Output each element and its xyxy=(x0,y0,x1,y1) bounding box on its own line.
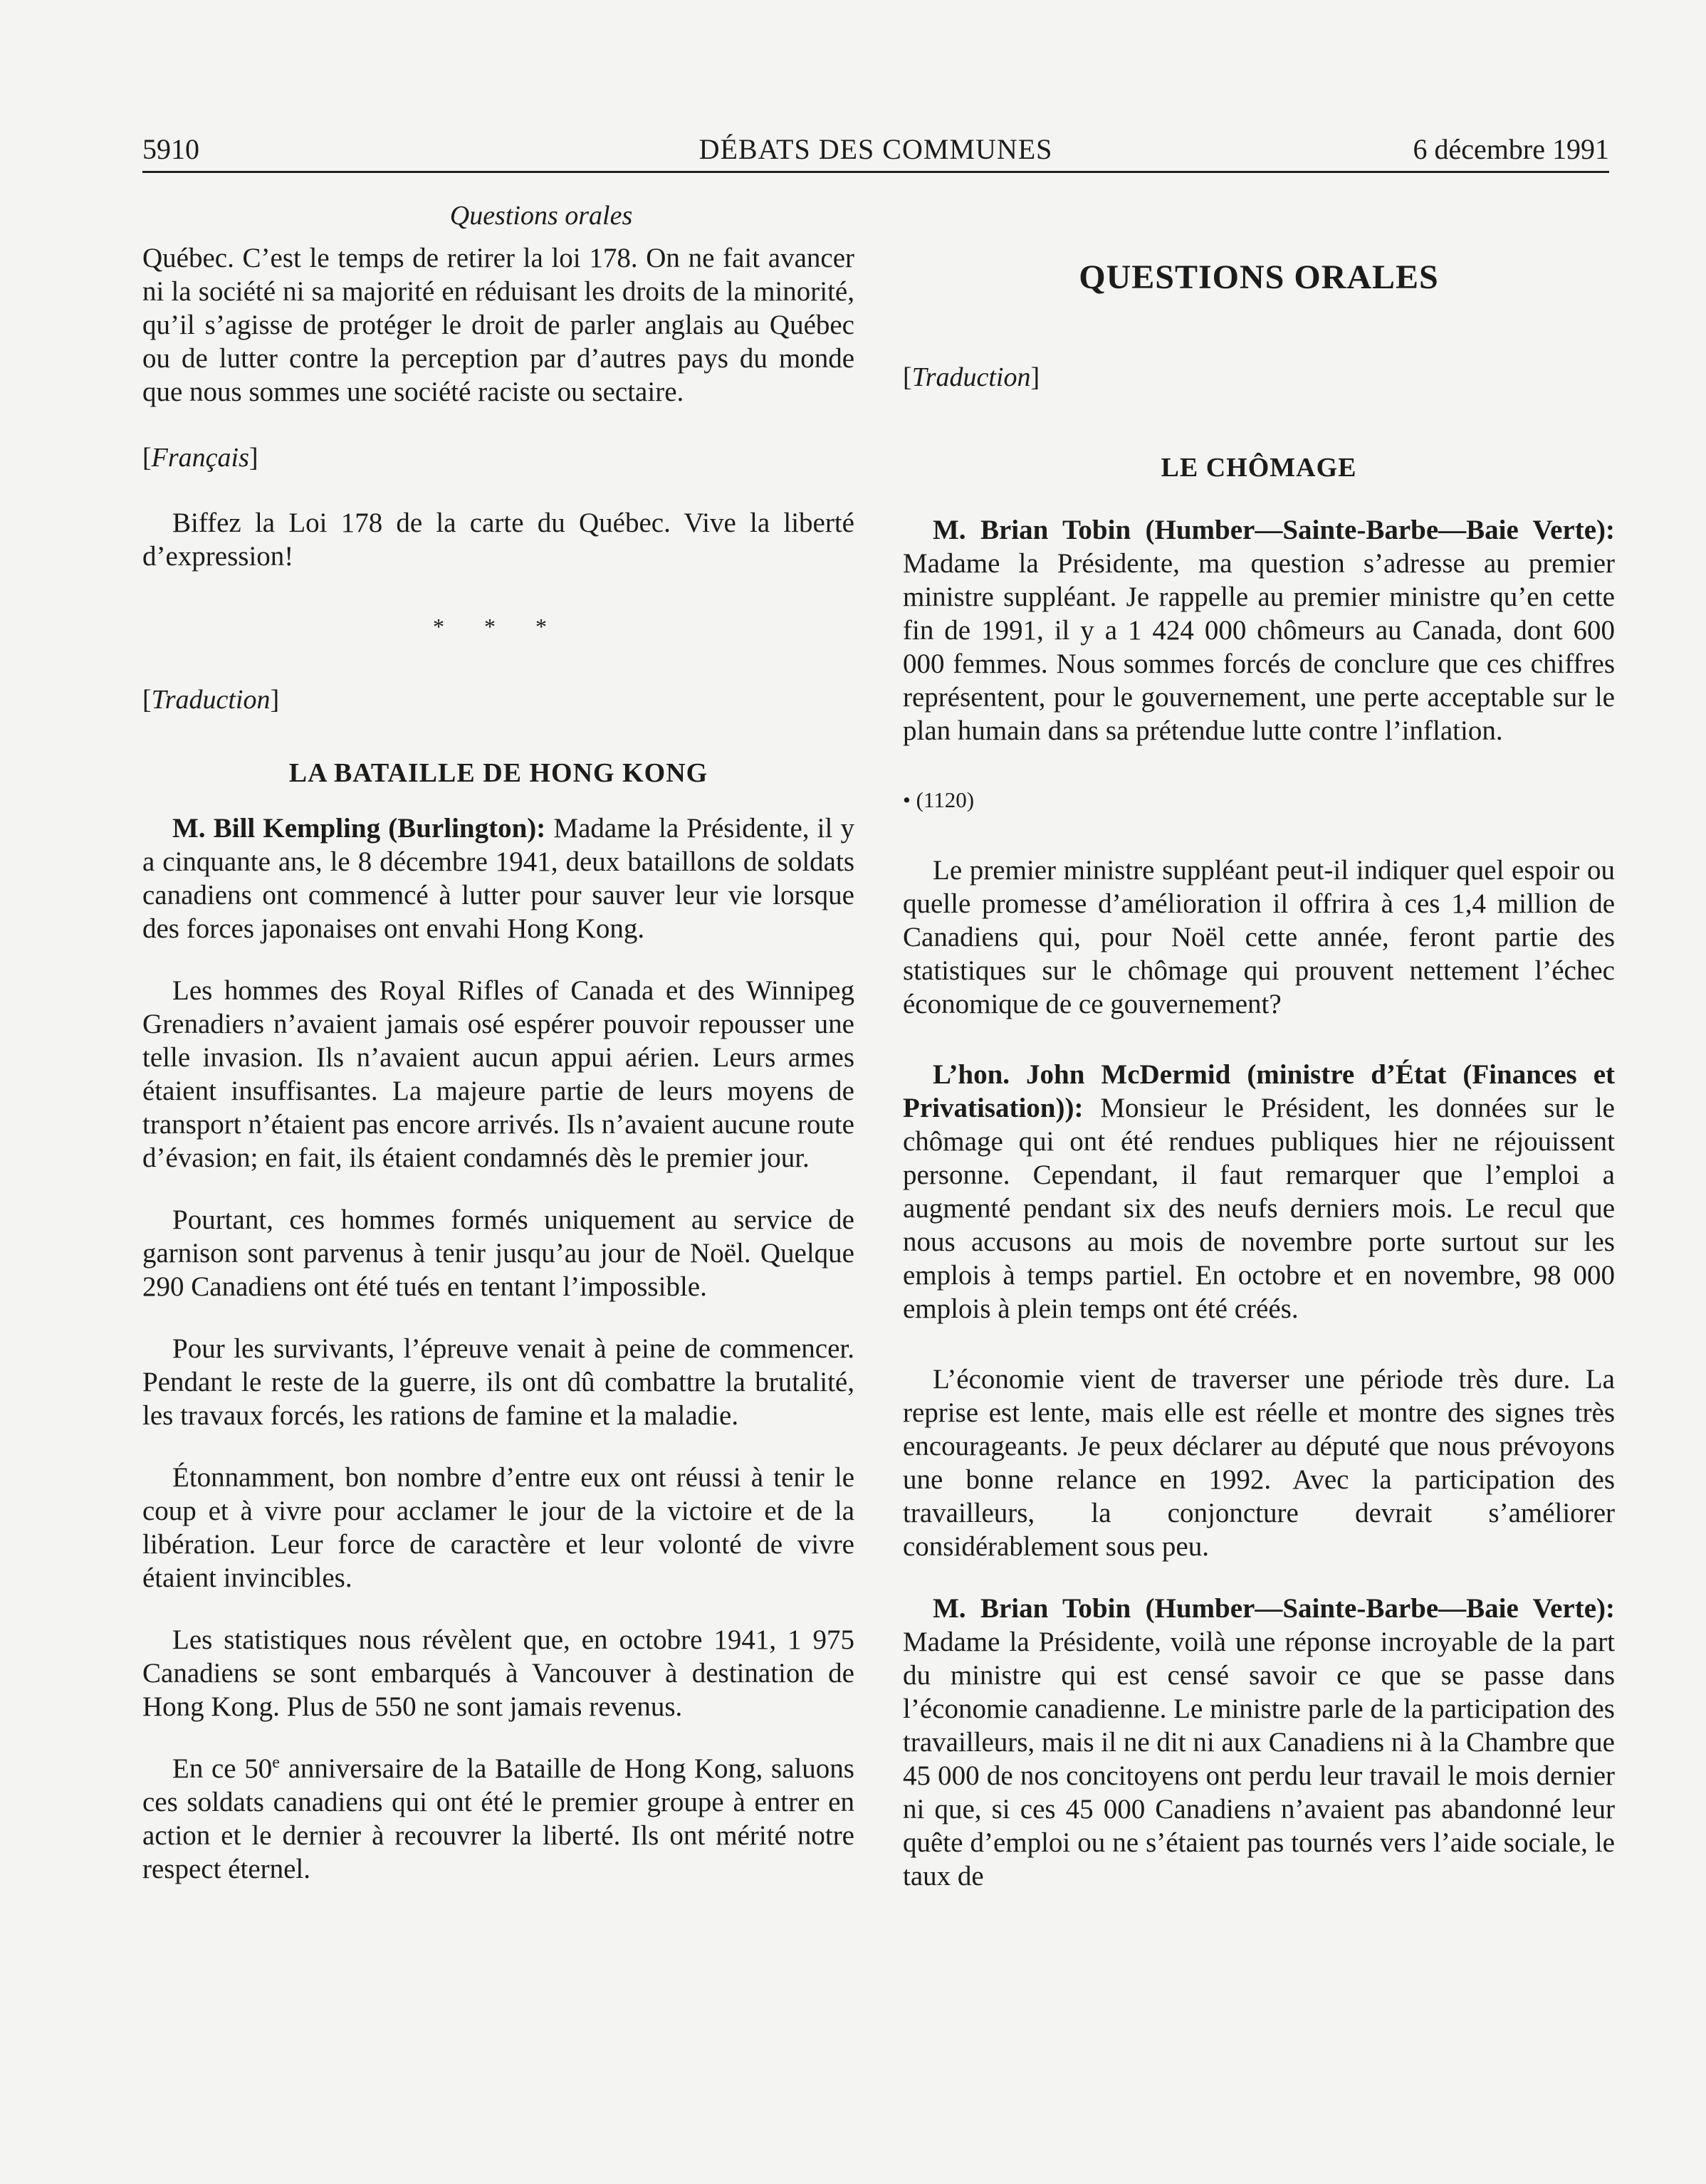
speech-text: Madame la Présidente, voilà une réponse incroyable de la part du ministre qui est censé savoir ce que se passe dans l’économie canadienne. Le ministre parle de la participation des travailleurs, mais il ne dit ni aux Canadiens ni à la Chambre que 45 000 de nos concitoyens ont perdu leur travail le mois dernier ni que, si ces 45 000 Canadiens n’avaient pas abandonné leur quête d’emploi ou ne s’étaient pas tournés vers l’aide sociale, le taux de xyxy=(903,1627,1615,1891)
paragraph: Pourtant, ces hommes formés uniquement au service de garnison sont parvenus à tenir jusqu’au jour de Noël. Quelque 290 Canadiens ont été tués en tentant l’impossible. xyxy=(142,1204,854,1302)
speaker-name: M. Brian Tobin (Humber—Sainte-Barbe—Baie Verte): xyxy=(933,1593,1615,1624)
paragraph: Le premier ministre suppléant peut-il indiquer quel espoir ou quelle promesse d’amélioration il offrira à ces 1,4 million de Canadiens qui, pour Noël cette année, feront partie des statistiques sur le chômage qui prouvent nettement l’échec économique de ce gouvernement? xyxy=(903,855,1615,1019)
speaker-name: M. Brian Tobin (Humber—Sainte-Barbe—Baie Verte): xyxy=(933,515,1615,545)
speech-paragraph xyxy=(142,812,854,945)
paragraph: Étonnamment, bon nombre d’entre eux ont réussi à tenir le coup et à vivre pour acclamer le jour de la victoire et de la libération. Leur force de caractère et leur volonté de vivre étaient invincibles. xyxy=(142,1462,854,1593)
right-column xyxy=(903,199,1615,1893)
paragraph-text: anniversaire de la Bataille de Hong Kong, saluons ces soldats canadiens qui ont été le premier groupe à entrer en action et le dernier à recouvrer la liberté. Ils ont mérité notre respect éternel. xyxy=(142,1753,854,1884)
paragraph: Québec. C’est le temps de retirer la loi 178. On ne fait avancer ni la société ni sa majorité en réduisant les droits de la minorité, qu’il s’agisse de protéger le droit de parler anglais au Québec ou de lutter contre la perception par d’autres pays du monde que nous sommes une société raciste ou sectaire. xyxy=(142,243,854,407)
language-tag-text: Traduction xyxy=(911,362,1031,392)
page-header xyxy=(142,127,1609,173)
section-heading: LE CHÔMAGE xyxy=(1161,453,1357,483)
speaker-name: L’hon. John McDermid (ministre d’État (Finances et Privatisation)): xyxy=(903,1059,1615,1123)
section-heading: LA BATAILLE DE HONG KONG xyxy=(288,758,708,788)
paragraph: Les hommes des Royal Rifles of Canada et des Winnipeg Grenadiers n’avaient jamais osé espérer pouvoir repousser une telle invasion. Ils n’avaient aucun appui aérien. Leurs armes étaient insuffisantes. La majeure partie de leurs moyens de transport n’étaient pas encore arrivés. Ils n’avaient aucune route d’évasion; en fait, ils étaient condamnés dès le premier jour. xyxy=(142,975,854,1173)
publication-title: DÉBATS DES COMMUNES xyxy=(698,133,1053,165)
left-column xyxy=(142,199,854,1886)
speech-paragraph xyxy=(903,1058,1615,1325)
paragraph xyxy=(142,1752,854,1886)
page-number: 5910 xyxy=(142,133,199,165)
speech-text: Madame la Présidente, ma question s’adresse au premier ministre suppléant. Je rappelle au premier ministre qu’en cette fin de 1991, il y a 1 424 000 chômeurs au Canada, dont 600 000 femmes. Nous sommes forcés de conclure que ces chiffres représentent, pour le gouvernement, une perte acceptable sur le plan humain dans sa prétendue lutte contre l’inflation. xyxy=(903,548,1615,746)
language-tag-text: Français xyxy=(151,443,249,473)
paragraph: L’économie vient de traverser une période très dure. La reprise est lente, mais elle est réelle et montre des signes très encourageants. Je peux déclarer au député que nous prévoyons une bonne relance en 1992. Avec la participation des travailleurs, la conjoncture devrait s’améliorer considérablement sous peu. xyxy=(903,1364,1615,1562)
section-separator: * * * xyxy=(433,614,564,639)
main-heading: QUESTIONS ORALES xyxy=(1079,258,1439,296)
language-tag: [Français] xyxy=(142,443,258,473)
language-tag-text: Traduction xyxy=(151,685,271,715)
speech-text: Madame la Présidente, il y a cinquante ans, le 8 décembre 1941, deux bataillons de soldats canadiens ont commencé à lutter pour sauver leur vie lorsque des forces japonaises ont envahi Hong Kong. xyxy=(142,813,854,944)
language-tag: [Traduction] xyxy=(142,685,280,715)
paragraph: Biffez la Loi 178 de la carte du Québec. Vive la liberté d’expression! xyxy=(142,508,854,572)
publication-date: 6 décembre 1991 xyxy=(1413,133,1609,165)
paragraph-text: En ce 50 xyxy=(172,1753,273,1784)
timestamp: • (1120) xyxy=(903,787,975,812)
paragraph: Pour les survivants, l’épreuve venait à peine de commencer. Pendant le reste de la guerre, ils ont dû combattre la brutalité, les travaux forcés, les rations de famine et la maladie. xyxy=(142,1333,854,1431)
speech-paragraph xyxy=(903,1592,1615,1893)
speaker-name: M. Bill Kempling (Burlington): xyxy=(172,813,546,844)
speech-paragraph xyxy=(903,513,1615,747)
superscript: e xyxy=(272,1753,280,1772)
speech-text: Monsieur le Président, les données sur le chômage qui ont été rendues publiques hier ne réjouissent personne. Cependant, il faut remarquer que l’emploi a augmenté pendant six des neufs derniers mois. Le recul que nous accusons au mois de novembre porte surtout sur les emplois à temps partiel. En octobre et en novembre, 98 000 emplois à plein temps ont été créés. xyxy=(903,1093,1615,1324)
paragraph: Les statistiques nous révèlent que, en octobre 1941, 1 975 Canadiens se sont embarqués à Vancouver à destination de Hong Kong. Plus de 550 ne sont jamais revenus. xyxy=(142,1624,854,1722)
language-tag: [Traduction] xyxy=(903,362,1040,392)
running-head: Questions orales xyxy=(449,201,633,231)
